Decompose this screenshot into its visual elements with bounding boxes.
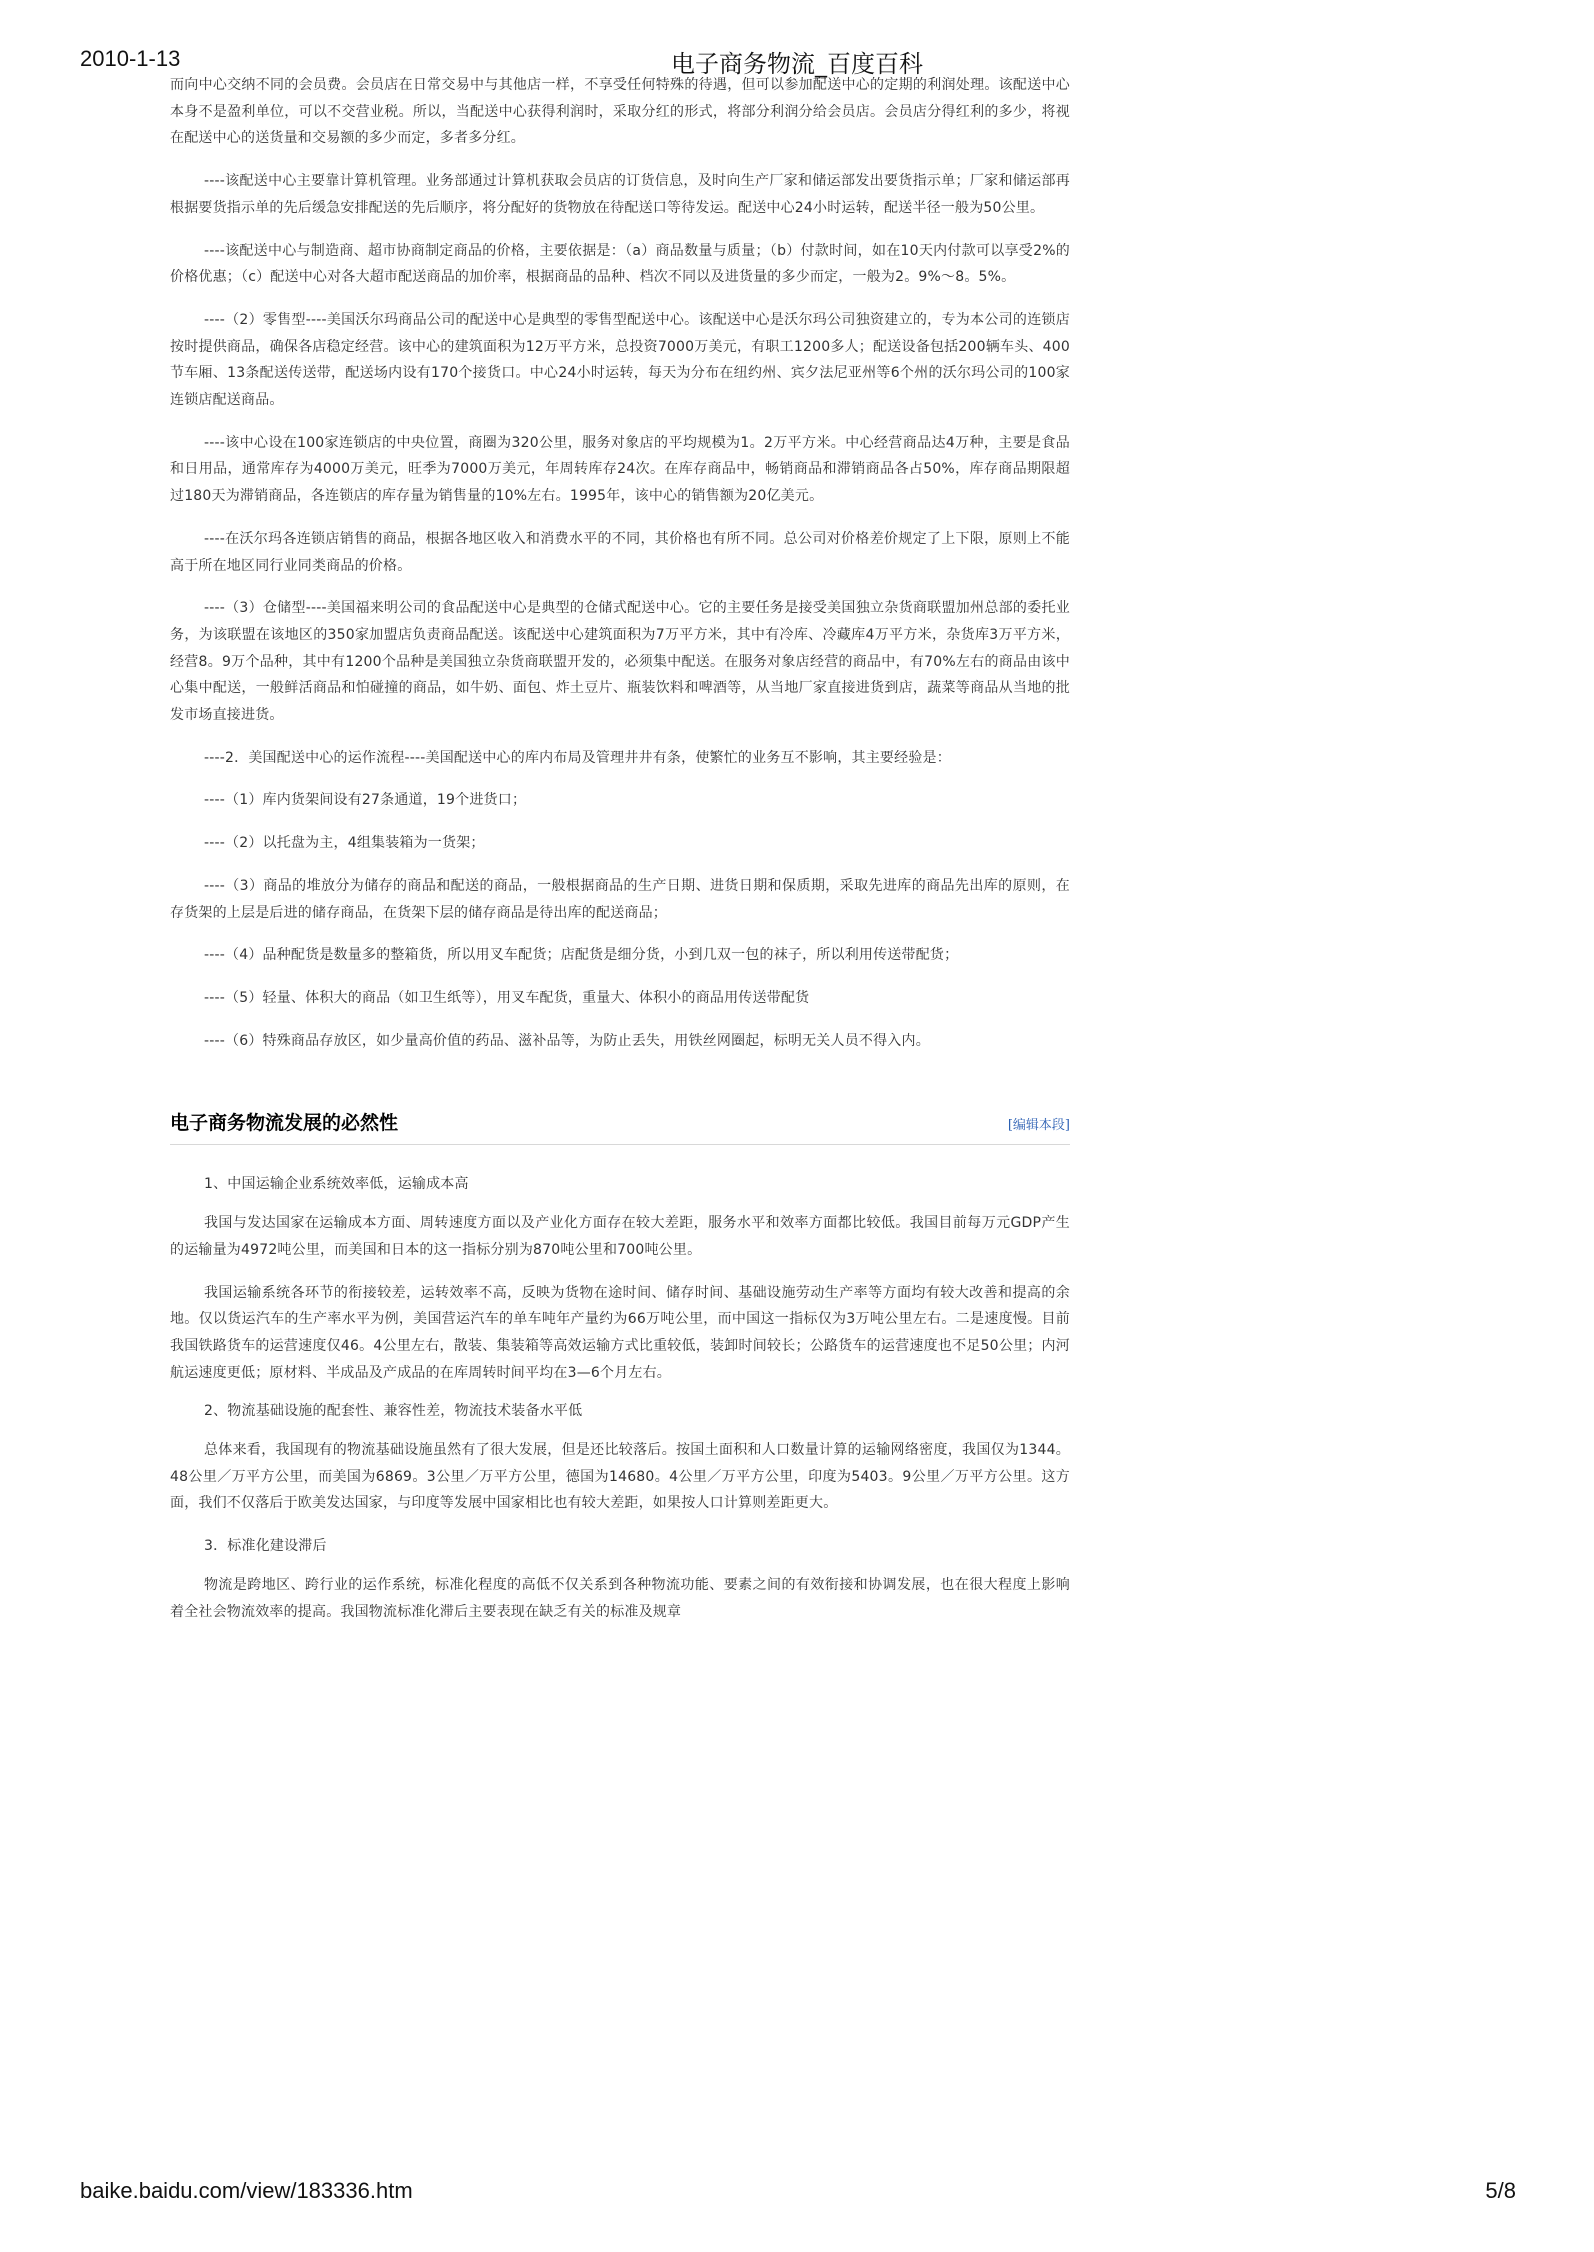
- article-paragraph: ----（6）特殊商品存放区，如少量高价值的药品、滋补品等，为防止丢失，用铁丝网圈起，标明无关人员不得入内。: [204, 1032, 930, 1049]
- article-paragraph: 我国与发达国家在运输成本方面、周转速度方面以及产业化方面存在较大差距，服务水平和效率方面都比较低。我国目前每万元GDP产生的运输量为4972吨公里，而美国和日本的这一指标分别为870吨公里和700吨公里。: [170, 1215, 1070, 1258]
- article-paragraph: ----该中心设在100家连锁店的中央位置，商圈为320公里，服务对象店的平均规模为1。2万平方米。中心经营商品达4万种，主要是食品和日用品，通常库存为4000万美元，旺季为7000万美元，年周转库存24次。在库存商品中，畅销商品和滞销商品各占50%，库存商品期限超过180天为滞销商品，各连锁店的库存量为销售量的10%左右。1995年，该中心的销售额为20亿美元。: [170, 434, 1070, 505]
- print-date: 2010-1-13: [80, 46, 181, 71]
- article-paragraph: ----（3）仓储型----美国福来明公司的食品配送中心是典型的仓储式配送中心。它的主要任务是接受美国独立杂货商联盟加州总部的委托业务，为该联盟在该地区的350家加盟店负责商品配送。该配送中心建筑面积为7万平方米，其中有冷库、冷藏库4万平方米，杂货库3万平方米，经营8。9万个品种，其中有1200个品种是美国独立杂货商联盟开发的，必须集中配送。在服务对象店经营的商品中，有70%左右的商品由该中心集中配送，一般鲜活商品和怕碰撞的商品，如牛奶、面包、炸土豆片、瓶装饮料和啤酒等，从当地厂家直接进货到店，蔬菜等商品从当地的批发市场直接进货。: [170, 600, 1070, 724]
- article-paragraph: 总体来看，我国现有的物流基础设施虽然有了很大发展，但是还比较落后。按国土面积和人口数量计算的运输网络密度，我国仅为1344。48公里／万平方公里，而美国为6869。3公里／万平方公里，德国为14680。4公里／万平方公里，印度为5403。9公里／万平方公里。这方面，我们不仅落后于欧美发达国家，与印度等发展中国家相比也有较大差距，如果按人口计算则差距更大。: [170, 1442, 1070, 1512]
- section-body: [170, 1171, 1070, 1625]
- page-number: 5/8: [1485, 2178, 1516, 2203]
- article-paragraph: 我国运输系统各环节的衔接较差，运转效率不高，反映为货物在途时间、储存时间、基础设施劳动生产率等方面均有较大改善和提高的余地。仅以货运汽车的生产率水平为例，美国营运汽车的单车吨年产量约为66万吨公里，而中国这一指标仅为3万吨公里左右。二是速度慢。目前我国铁路货车的运营速度仅46。4公里左右，散装、集装箱等高效运输方式比重较低，装卸时间较长；公路货车的运营速度也不足50公里；内河航运速度更低；原材料、半成品及产成品的在库周转时间平均在3—6个月左右。: [170, 1284, 1070, 1381]
- edit-section-link[interactable]: [编辑本段]: [1007, 1118, 1070, 1134]
- subheading: 1、中国运输企业系统效率低，运输成本高: [204, 1176, 469, 1193]
- article-paragraph: ----该配送中心与制造商、超市协商制定商品的价格，主要依据是：（a）商品数量与质量；（b）付款时间，如在10天内付款可以享受2%的价格优惠；（c）配送中心对各大超市配送商品的加价率，根据商品的品种、档次不同以及进货量的多少而定，一般为2。9%～8。5%。: [170, 242, 1070, 286]
- article-paragraph: ----（3）商品的堆放分为储存的商品和配送的商品，一般根据商品的生产日期、进货日期和保质期，采取先进库的商品先出库的原则，在存货架的上层是后进的储存商品，在货架下层的储存商品是待出库的配送商品；: [170, 877, 1070, 921]
- article-paragraph: ----2．美国配送中心的运作流程----美国配送中心的库内布局及管理井井有条，使繁忙的业务互不影响，其主要经验是：: [204, 749, 951, 766]
- article-body: [170, 72, 1070, 1641]
- section-title: 电子商务物流发展的必然性: [170, 1112, 399, 1135]
- article-paragraph: ----（1）库内货架间设有27条通道，19个进货口；: [204, 792, 527, 809]
- article-paragraph: 物流是跨地区、跨行业的运作系统，标准化程度的高低不仅关系到各种物流功能、要素之间的有效衔接和协调发展，也在很大程度上影响着全社会物流效率的提高。我国物流标准化滞后主要表现在缺乏有关的标准及规章: [170, 1576, 1070, 1620]
- page-title: 电子商务物流_百度百科: [671, 50, 923, 78]
- article-paragraph: ----（2）以托盘为主，4组集装箱为一货架；: [204, 835, 485, 852]
- subheading: 3．标准化建设滞后: [204, 1538, 327, 1555]
- print-url: baike.baidu.com/view/183336.htm: [80, 2178, 413, 2203]
- article-paragraph: ----（4）品种配货是数量多的整箱货，所以用叉车配货；店配货是细分货，小到几双一包的袜子，所以利用传送带配货；: [204, 947, 959, 964]
- subheading: 2、物流基础设施的配套性、兼容性差，物流技术装备水平低: [204, 1403, 583, 1420]
- article-paragraph: ----（2）零售型----美国沃尔玛商品公司的配送中心是典型的零售型配送中心。该配送中心是沃尔玛公司独资建立的，专为本公司的连锁店按时提供商品，确保各店稳定经营。该中心的建筑面积为12万平方米，总投资7000万美元，有职工1200多人；配送设备包括200辆车头、400节车厢、13条配送传送带，配送场内设有170个接货口。中心24小时运转，每天为分布在纽约州、宾夕法尼亚州等6个州的沃尔玛公司的100家连锁店配送商品。: [170, 311, 1070, 409]
- section-header: [170, 1104, 1070, 1145]
- article-paragraph: ----在沃尔玛各连锁店销售的商品，根据各地区收入和消费水平的不同，其价格也有所不同。总公司对价格差价规定了上下限，原则上不能高于所在地区同行业同类商品的价格。: [170, 530, 1070, 574]
- article-paragraph: 而向中心交纳不同的会员费。会员店在日常交易中与其他店一样，不享受任何特殊的待遇，但可以参加配送中心的定期的利润处理。该配送中心本身不是盈利单位，可以不交营业税。所以，当配送中心获得利润时，采取分红的形式，将部分利润分给会员店。会员店分得红利的多少，将视在配送中心的送货量和交易额的多少而定，多者多分红。: [170, 77, 1070, 147]
- article-paragraph: ----该配送中心主要靠计算机管理。业务部通过计算机获取会员店的订货信息，及时向生产厂家和储运部发出要货指示单；厂家和储运部再根据要货指示单的先后缓急安排配送的先后顺序，将分配好的货物放在待配送口等待发运。配送中心24小时运转，配送半径一般为50公里。: [170, 173, 1070, 216]
- article-paragraph: ----（5）轻量、体积大的商品（如卫生纸等），用叉车配货，重量大、体积小的商品用传送带配货: [204, 989, 810, 1006]
